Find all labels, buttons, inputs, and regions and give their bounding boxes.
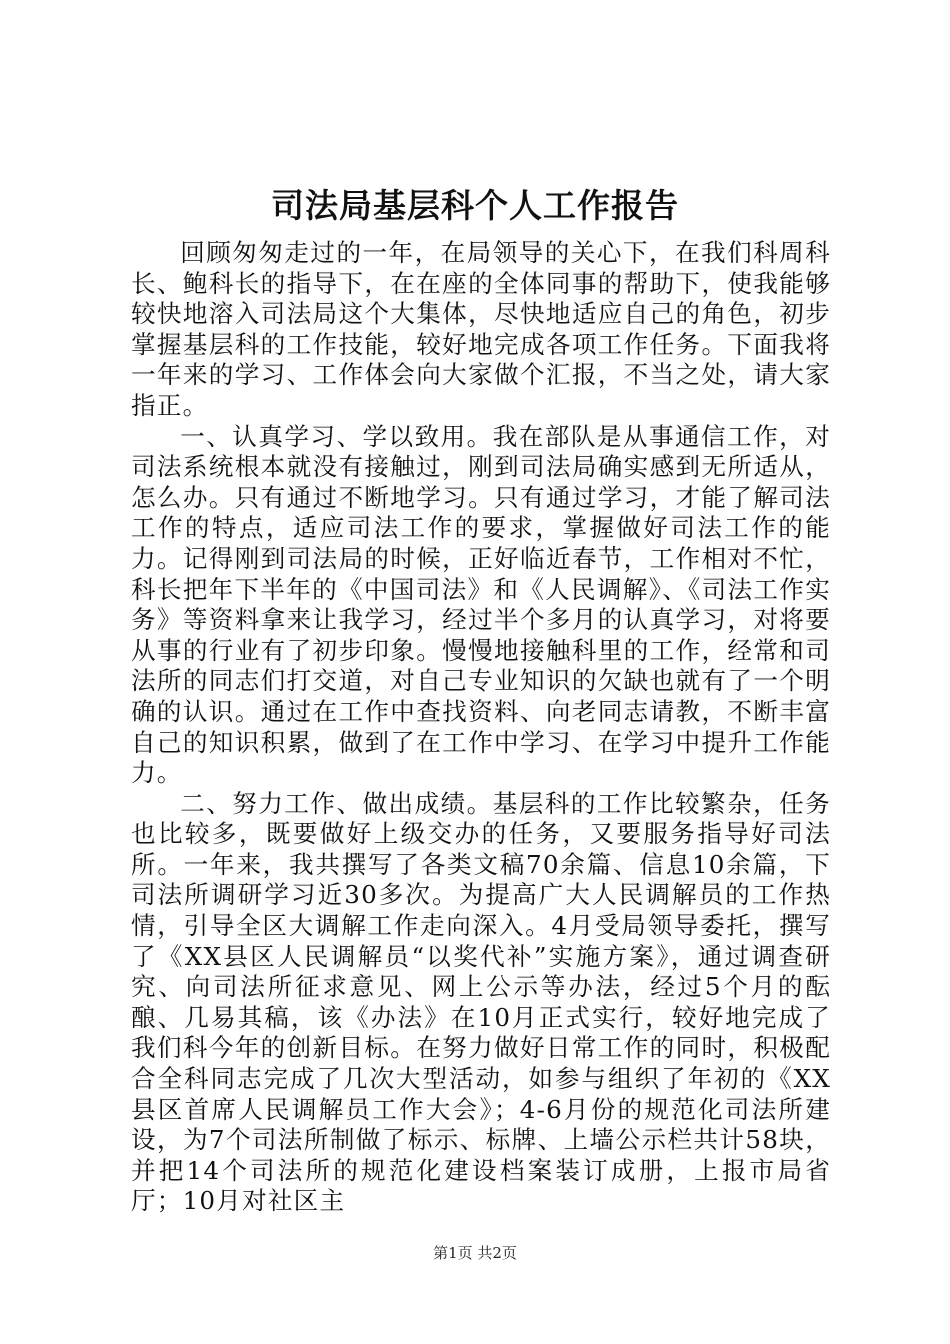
paragraph-intro: 回顾匆匆走过的一年，在局领导的关心下，在我们科周科长、鲍科长的指导下，在在座的全体同事的帮助下，使我能够较快地溶入司法局这个大集体，尽快地适应自己的角色，初步掌握基层科的工作技能，较好地完成各项工作任务。下面我将一年来的学习、工作体会向大家做个汇报，不当之处，请大家指正。 — [131, 238, 831, 420]
page-footer: 第1页 共2页 — [433, 1244, 517, 1262]
paragraph-work: 二、努力工作、做出成绩。基层科的工作比较繁杂，任务也比较多，既要做好上级交办的任务，又要服务指导好司法所。一年来，我共撰写了各类文稿70余篇、信息10余篇，下司法所调研学习近30多次。为提高广大人民调解员的工作热情，引导全区大调解工作走向深入。4月受局领导委托，撰写了《XX县区人民调解员“以奖代补”实施方案》，通过调查研究、向司法所征求意见、网上公示等办法，经过5个月的酝酿、几易其稿，该《办法》在10月正式实行，较好地完成了我们科今年的创新目标。在努力做好日常工作的同时，积极配合全科同志完成了几次大型活动，如参与组织了年初的《XX县区首席人民调解员工作大会》；4-6月份的规范化司法所建设，为7个司法所制做了标示、标牌、上墙公示栏共计58块，并把14个司法所的规范化建设档案装订成册，上报市局省厅；10月对社区主 — [131, 788, 831, 1216]
paragraph-study: 一、认真学习、学以致用。我在部队是从事通信工作，对司法系统根本就没有接触过，刚到司法局确实感到无所适从，怎么办。只有通过不断地学习。只有通过学习，才能了解司法工作的特点，适应司法工作的要求，掌握做好司法工作的能力。记得刚到司法局的时候，正好临近春节，工作相对不忙，科长把年下半年的《中国司法》和《人民调解》、《司法工作实务》等资料拿来让我学习，经过半个多月的认真学习，对将要从事的行业有了初步印象。慢慢地接触科里的工作，经常和司法所的同志们打交道，对自己专业知识的欠缺也就有了一个明确的认识。通过在工作中查找资料、向老同志请教，不断丰富自己的知识积累，做到了在工作中学习、在学习中提升工作能力。 — [131, 421, 831, 788]
document-body — [131, 238, 831, 1217]
document-title: 司法局基层科个人工作报告 — [271, 186, 679, 225]
